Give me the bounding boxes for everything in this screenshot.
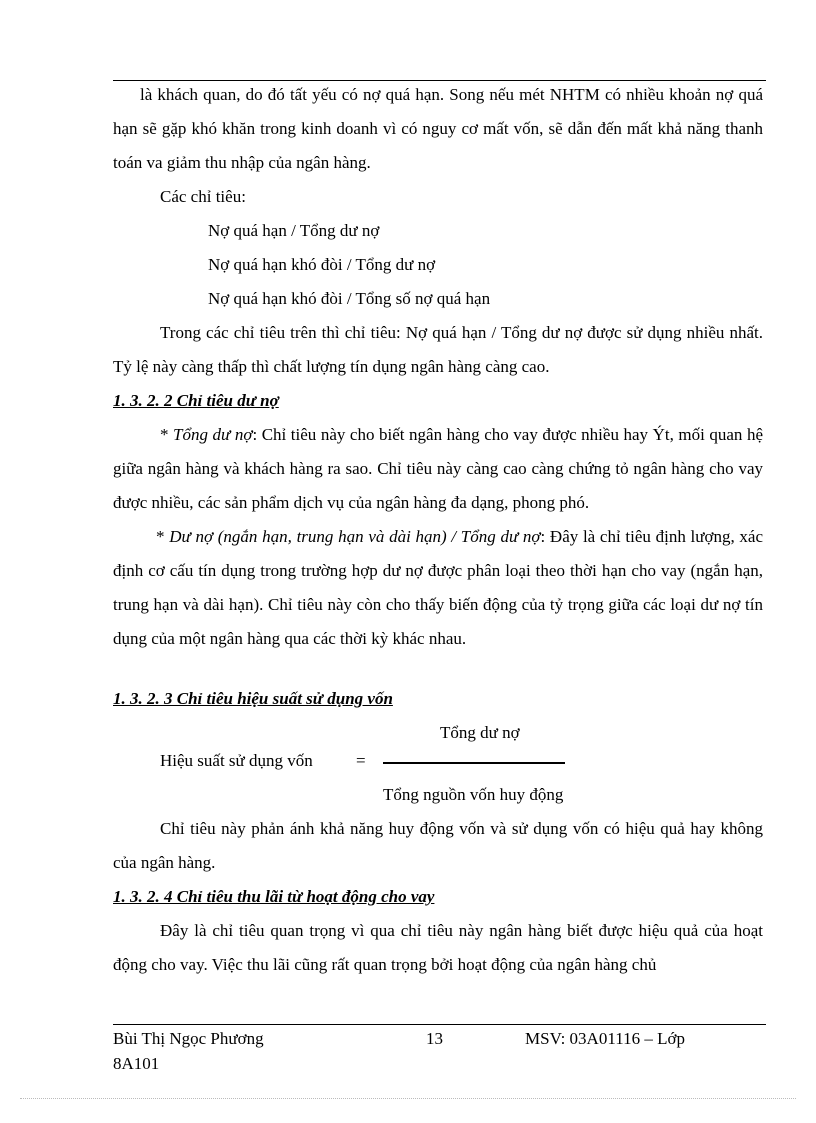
section-heading: 1. 3. 2. 3 Chỉ tiêu hiệu suất sử dụng vốn [113, 689, 393, 708]
footer-rule [113, 1024, 766, 1025]
term: Tổng dư nợ [173, 425, 253, 444]
paragraph [113, 520, 763, 656]
spacer [113, 656, 763, 682]
indicator-item: Nợ quá hạn khó đòi / Tổng số nợ quá hạn [208, 289, 491, 308]
footer-student-id: MSV: 03A01116 – Lớp [525, 1029, 685, 1048]
document-body [113, 78, 763, 982]
formula [113, 716, 763, 812]
bullet-marker: * [156, 527, 170, 546]
fraction-bar [383, 762, 565, 764]
paragraph [113, 418, 763, 520]
indicator-item: Nợ quá hạn / Tổng dư nợ [208, 221, 380, 240]
paragraph: Chỉ tiêu này phản ánh khả năng huy động vốn và sử dụng vốn có hiệu quả hay không của ngân hàng. [113, 819, 763, 872]
footer-class: 8A101 [113, 1054, 160, 1073]
formula-equals: = [356, 751, 366, 770]
footer-author: Bùi Thị Ngọc Phương [113, 1029, 264, 1048]
formula-lhs: Hiệu suất sử dụng vốn [160, 751, 313, 770]
section-heading: 1. 3. 2. 4 Chỉ tiêu thu lãi từ hoạt động cho vay [113, 887, 435, 906]
indicators-label: Các chỉ tiêu: [160, 187, 246, 206]
term: Dư nợ (ngắn hạn, trung hạn và dài hạn) / Tổng dư nợ [169, 527, 541, 546]
section-heading: 1. 3. 2. 2 Chỉ tiêu dư nợ [113, 391, 279, 410]
paragraph-text: : Chỉ tiêu này cho biết ngân hàng cho vay được nhiều hay Ýt, mối quan hệ giữa ngân hàng và khách hàng ra sao. Chỉ tiêu này càng cao càng chứng tỏ ngân hàng cho vay được nhiều, các sản phẩm dịch vụ của ngân hàng đa dạng, phong phó. [113, 425, 763, 512]
indicator-item: Nợ quá hạn khó đòi / Tổng dư nợ [208, 255, 436, 274]
page-edge-dotted-line [20, 1098, 796, 1099]
bullet-marker: * [160, 425, 174, 444]
formula-denominator: Tổng nguồn vốn huy động [383, 785, 564, 804]
page-number: 13 [426, 1029, 443, 1048]
paragraph-text: : Đây là chỉ tiêu định lượng, xác định cơ cấu tín dụng trong trường hợp dư nợ được phân loại theo thời hạn cho vay (ngắn hạn, trung hạn và dài hạn). Chỉ tiêu này còn cho thấy biến động của tỷ trọng giữa các loại dư nợ tín dụng của một ngân hàng qua các thời kỳ khác nhau. [113, 527, 763, 648]
paragraph: là khách quan, do đó tất yếu có nợ quá hạn. Song nếu mét NHTM có nhiều khoản nợ quá hạn sẽ gặp khó khăn trong kinh doanh vì có nguy cơ mất vốn, sẽ dẫn đến mất khả năng thanh toán va giảm thu nhập của ngân hàng. [113, 85, 763, 172]
paragraph: Trong các chỉ tiêu trên thì chỉ tiêu: Nợ quá hạn / Tổng dư nợ được sử dụng nhiều nhất. Tỷ lệ này càng thấp thì chất lượng tín dụng ngân hàng càng cao. [113, 323, 763, 376]
formula-numerator: Tổng dư nợ [440, 723, 520, 742]
paragraph: Đây là chỉ tiêu quan trọng vì qua chỉ tiêu này ngân hàng biết được hiệu quả của hoạt động cho vay. Việc thu lãi cũng rất quan trọng bởi hoạt động của ngân hàng chủ [113, 921, 763, 974]
